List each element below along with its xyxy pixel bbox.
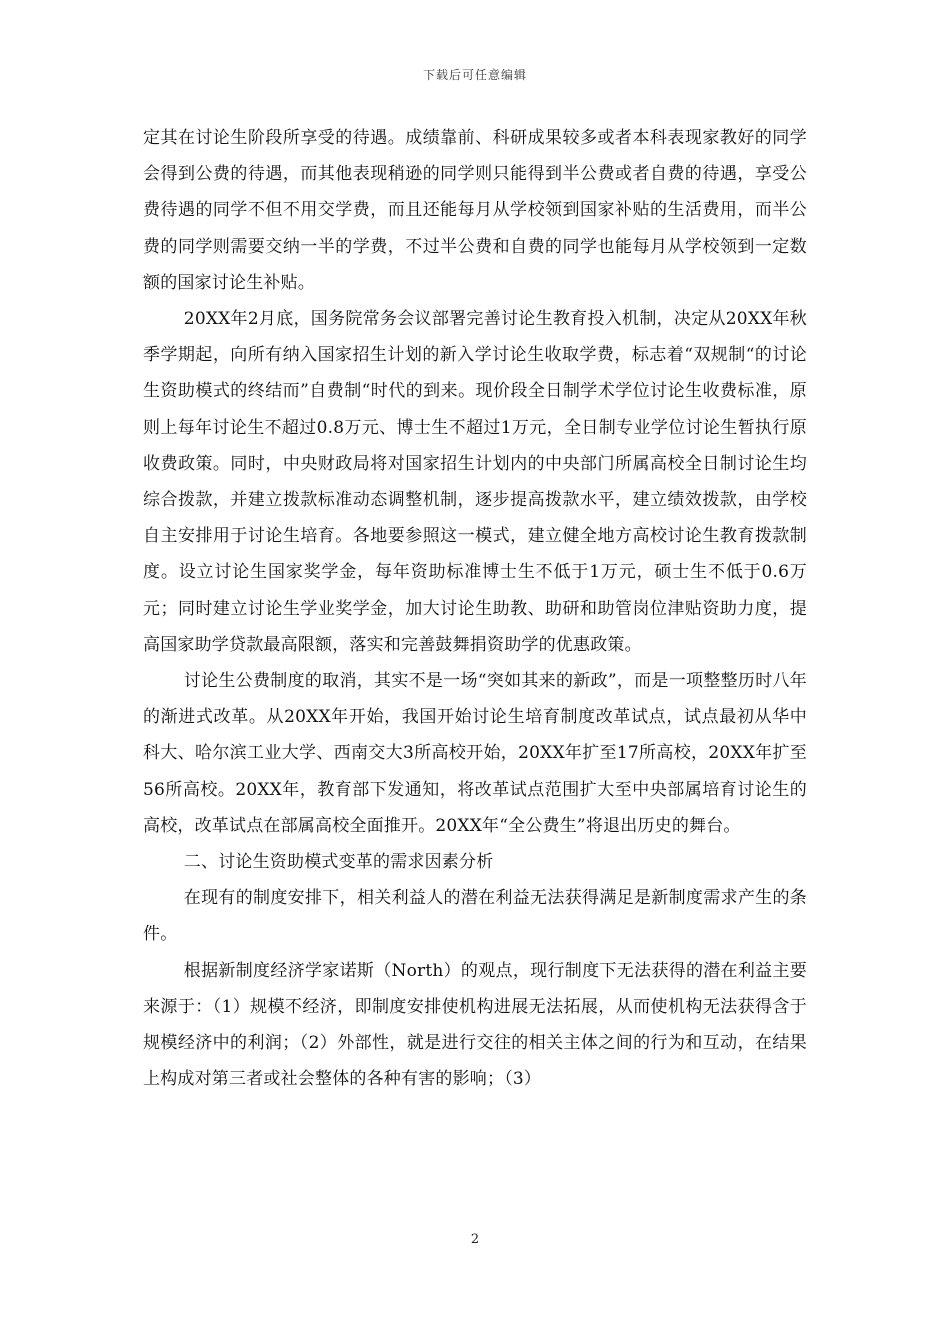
paragraph-demand-condition: 在现有的制度安排下，相关利益人的潜在利益无法获得满足是新制度需求产生的条件。 xyxy=(143,888,807,945)
paragraph-continuation: 定其在讨论生阶段所享受的待遇。成绩靠前、科研成果较多或者本科表现家教好的同学会得到公费的待遇，而其他表现稍逊的同学则只能得到半公费或者自费的待遇，享受公费待遇的同学不但不用交学费，而且还能每月从学校领到国家补贴的生活费用，而半公费的同学则需要交纳一半的学费，不过半公费和自费的同学也能每月从学校领到一定数额的国家讨论生补贴。 xyxy=(143,128,807,293)
paragraph-fee-reform: 20XX年2月底，国务院常务会议部署完善讨论生教育投入机制，决定从20XX年秋季学期起，向所有纳入国家招生计划的新入学讨论生收取学费，标志着“双规制“的讨论生资助模式的终结而”自费制“时代的到来。现价段全日制学术学位讨论生收费标准，原则上每年讨论生不超过0.8万元、博士生不超过1万元，全日制专业学位讨论生暂执行原收费政策。同时，中央财政局将对国家招生计划内的中央部门所属高校全日制讨论生均综合拨款，并建立拨款标准动态调整机制，逐步提高拨款水平，建立绩效拨款，由学校自主安排用于讨论生培育。各地要参照这一模式，建立健全地方高校讨论生教育拨款制度。设立讨论生国家奖学金，每年资助标准博士生不低于1万元，硕士生不低于0.6万元；同时建立讨论生学业奖学金，加大讨论生助教、助研和助管岗位津贴资助力度，提高国家助学贷款最高限额，落实和完善鼓舞捐资助学的优惠政策。 xyxy=(143,309,807,655)
page-header: 下载后可任意编辑 xyxy=(422,68,527,82)
section-heading: 二、讨论生资助模式变革的需求因素分析 xyxy=(183,852,494,873)
paragraph-gradual-reform: 讨论生公费制度的取消，其实不是一场“突如其来的新政”，而是一项整整历时八年的渐进式改革。从20XX年开始，我国开始讨论生培育制度改革试点，试点最初从华中科大、哈尔滨工业大学、西南交大3所高校开始，20XX年扩至17所高校，20XX年扩至56所高校。20XX年，教育部下发通知，将改革试点范围扩大至中央部属培育讨论生的高校，改革试点在部属高校全面推开。20XX年“全公费生”将退出历史的舞台。 xyxy=(143,671,807,836)
document-body xyxy=(143,120,807,1097)
page-number: 2 xyxy=(470,1232,480,1247)
paragraph-north-theory: 根据新制度经济学家诺斯（North）的观点，现行制度下无法获得的潜在利益主要来源于：（1）规模不经济，即制度安排使机构进展无法拓展，从而使机构无法获得含于规模经济中的利润；（2）外部性，就是进行交往的相关主体之间的行为和互动，在结果上构成对第三者或社会整体的各种有害的影响；（3） xyxy=(143,960,807,1090)
